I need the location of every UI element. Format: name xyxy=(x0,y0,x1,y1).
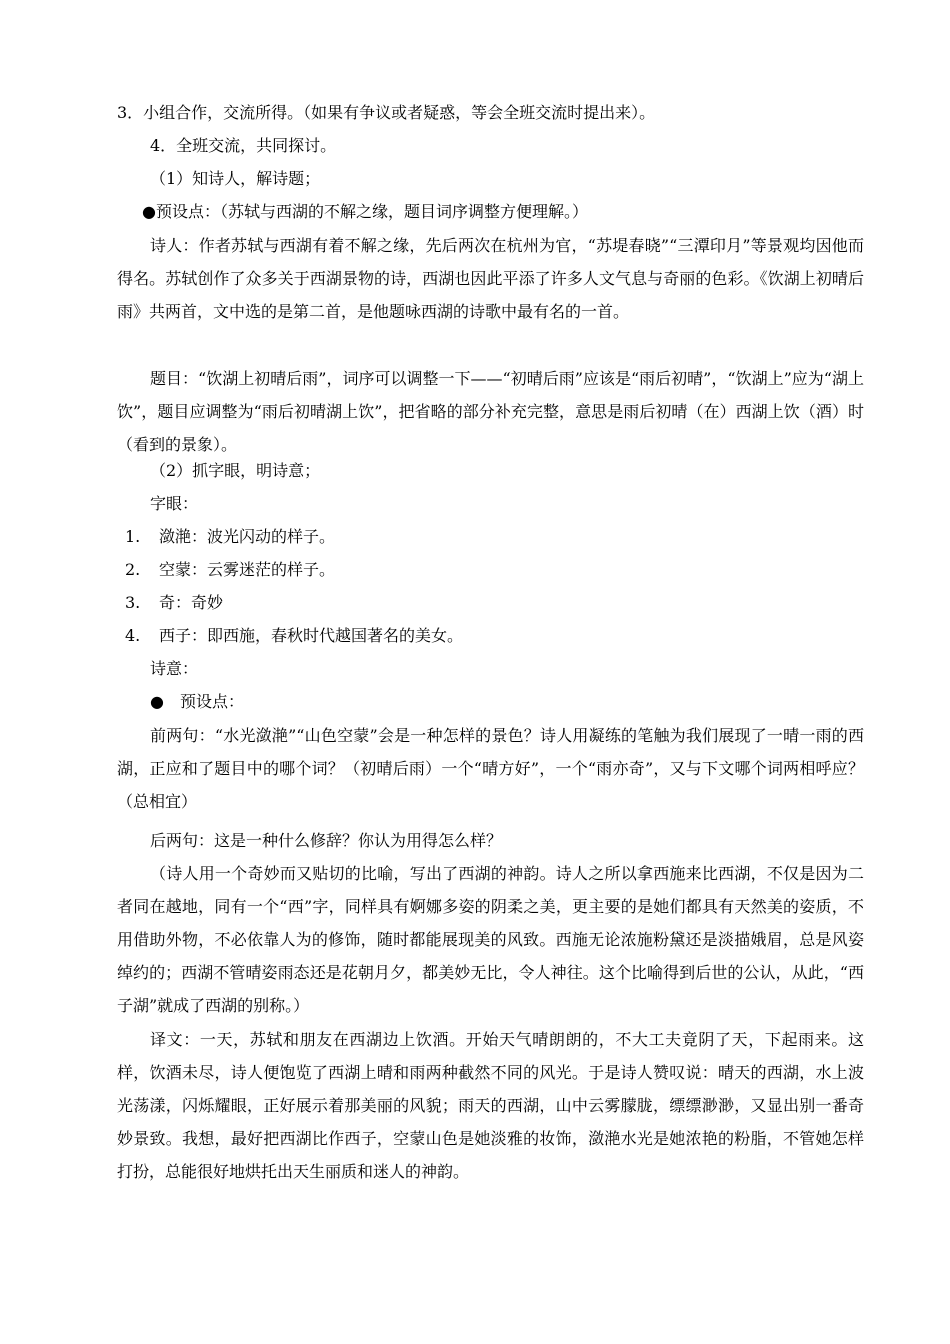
keyword-item xyxy=(125,593,223,613)
keyword-number: 3. xyxy=(125,593,141,612)
title-paragraph: 题目：“饮湖上初晴后雨”，词序可以调整一下——“初晴后雨”应该是“雨后初晴”，“饮湖上”应为“湖上饮”，题目应调整为“雨后初晴湖上饮”，把省略的部分补充完整，意思是雨后初晴（在）西湖上饮（酒）时（看到的景象）。 xyxy=(117,369,864,454)
keyword-number: 4. xyxy=(125,626,141,645)
keyword-item xyxy=(125,560,335,580)
preset-point-1: ●预设点：（苏轼与西湖的不解之缘，题目词序调整方便理解。） xyxy=(142,202,588,221)
poet-paragraph: 诗人：作者苏轼与西湖有着不解之缘，先后两次在杭州为官，“苏堤春晓”“三潭印月”等景观均因他而得名。苏轼创作了众多关于西湖景物的诗，西湖也因此平添了许多人文气息与奇丽的色彩。《饮湖上初晴后雨》共两首，文中选的是第二首，是他题咏西湖的诗歌中最有名的一首。 xyxy=(117,236,864,321)
last-two-lines-question: 后两句：这是一种什么修辞？你认为用得怎么样？ xyxy=(150,831,503,850)
meaning-label: 诗意： xyxy=(150,659,199,678)
keyword-item xyxy=(125,626,463,646)
keyword-number: 2. xyxy=(125,560,141,579)
first-two-lines-paragraph: 前两句：“水光潋滟”“山色空蒙”会是一种怎样的景色？诗人用凝练的笔触为我们展现了一晴一雨的西湖，正应和了题目中的哪个词？（初晴后雨）一个“晴方好”，一个“雨亦奇”，又与下文哪个词两相呼应？（总相宜） xyxy=(117,726,864,811)
translation-paragraph: 译文：一天，苏轼和朋友在西湖边上饮酒。开始天气晴朗朗的，不大工夫竟阴了天，下起雨来。这样，饮酒未尽，诗人便饱览了西湖上晴和雨两种截然不同的风光。于是诗人赞叹说：晴天的西湖，水上波光荡漾，闪烁耀眼，正好展示着那美丽的风貌；雨天的西湖，山中云雾朦胧，缥缥渺渺，又显出别一番奇妙景致。我想，最好把西湖比作西子，空蒙山色是她淡雅的妆饰，潋滟水光是她浓艳的粉脂，不管她怎样打扮，总能很好地烘托出天生丽质和迷人的神韵。 xyxy=(117,1030,864,1181)
keyword-text: 西子：即西施，春秋时代越国著名的美女。 xyxy=(159,626,464,645)
subheading-poet-title: （1）知诗人，解诗题； xyxy=(150,169,321,188)
keyword-number: 1. xyxy=(125,527,141,546)
step-4: 4．全班交流，共同探讨。 xyxy=(150,136,337,155)
explanation-paragraph: （诗人用一个奇妙而又贴切的比喻，写出了西湖的神韵。诗人之所以拿西施来比西湖，不仅是因为二者同在越地，同有一个“西”字，同样具有婀娜多姿的阴柔之美，更主要的是她们都具有天然美的姿质，不用借助外物，不必依靠人为的修饰，随时都能展现美的风致。西施无论浓施粉黛还是淡描娥眉，总是风姿绰约的；西湖不管晴姿雨态还是花朝月夕，都美妙无比，令人神往。这个比喻得到后世的公认，从此，“西子湖”就成了西湖的别称。） xyxy=(117,864,864,1015)
step-3: 3．小组合作，交流所得。（如果有争议或者疑惑，等会全班交流时提出来）。 xyxy=(117,103,656,122)
keyword-text: 潋滟：波光闪动的样子。 xyxy=(159,527,336,546)
keyword-text: 奇：奇妙 xyxy=(159,593,224,612)
keywords-label: 字眼： xyxy=(150,494,199,513)
keyword-text: 空蒙：云雾迷茫的样子。 xyxy=(159,560,336,579)
keyword-item xyxy=(125,527,335,547)
subheading-keywords: （2）抓字眼，明诗意； xyxy=(150,461,321,480)
preset-point-2: ● 预设点： xyxy=(150,692,244,711)
